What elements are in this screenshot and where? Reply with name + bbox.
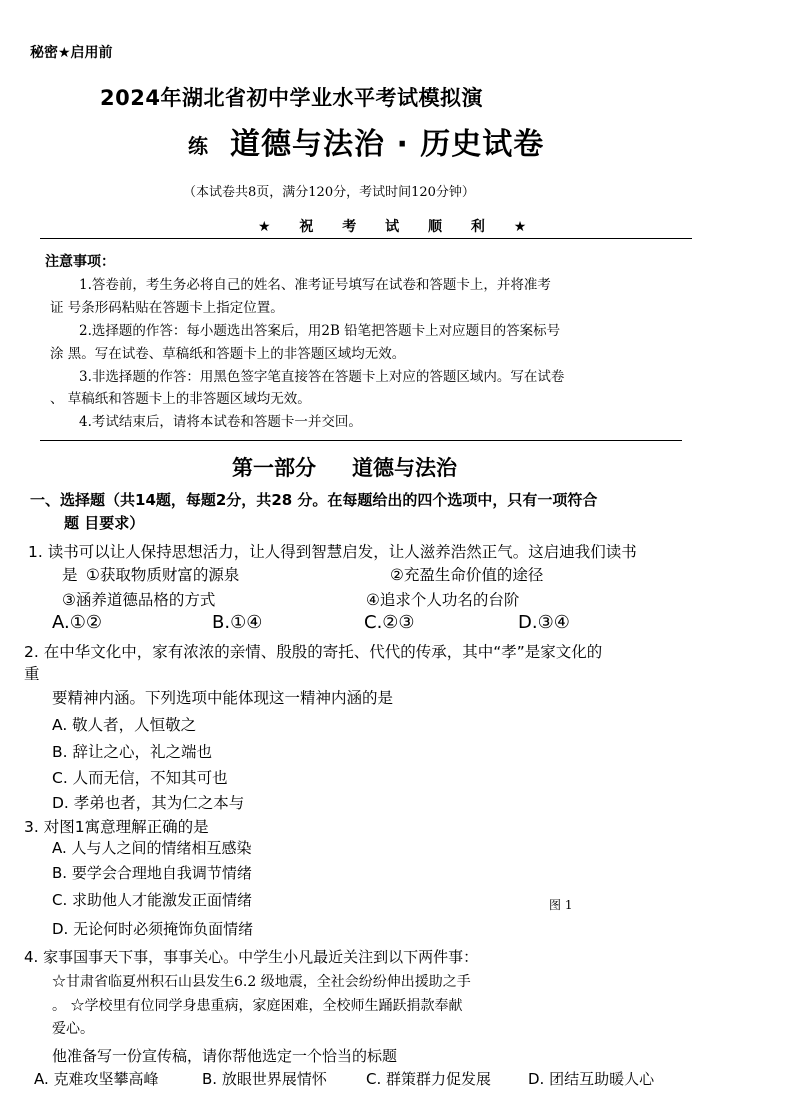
section-heading-cont: 题 目要求） (64, 514, 145, 532)
question-1-stem-cont: 是 (62, 566, 78, 584)
notice-divider (40, 440, 682, 441)
notice-line: 1.答卷前，考生务必将自己的姓名、准考证号填写在试卷和答题卡上，并将准考 (79, 277, 551, 293)
question-3-option-c[interactable]: C. 求助他人才能激发正面情绪 (52, 891, 253, 909)
question-4-event-cont: 爱心。 (52, 1021, 94, 1037)
confidential-mark: 秘密★启用前 (30, 45, 113, 61)
question-1-item: ③涵养道德品格的方式 (62, 591, 216, 609)
notice-line: 4.考试结束后，请将本试卷和答题卡一并交回。 (79, 414, 362, 430)
part-title (232, 452, 457, 482)
question-1-option-b[interactable]: B.①④ (212, 612, 263, 633)
question-1-option-c[interactable]: C.②③ (364, 612, 415, 633)
exam-title-line1: 2024年湖北省初中学业水平考试模拟演 (100, 86, 483, 110)
exam-info: （本试卷共8页，满分120分，考试时间120分钟） (183, 185, 475, 200)
part-number: 第一部分 (232, 456, 316, 480)
question-1-stem: 1. 读书可以让人保持思想活力，让人得到智慧启发，让人滋养浩然正气。这启迪我们读书 (28, 543, 637, 561)
question-4-option-a[interactable]: A. 克难攻坚攀高峰 (34, 1070, 159, 1088)
question-1-item: ①获取物质财富的源泉 (86, 566, 240, 584)
question-3-stem: 3. 对图1寓意理解正确的是 (24, 818, 209, 836)
question-3-option-a[interactable]: A. 人与人之间的情绪相互感染 (52, 839, 252, 857)
section-heading: 一、选择题（共14题，每题2分，共28 分。在每题给出的四个选项中，只有一项符合 (30, 491, 598, 509)
question-2-option-c[interactable]: C. 人而无信，不知其可也 (52, 769, 228, 787)
question-2-option-d[interactable]: D. 孝弟也者，其为仁之本与 (52, 794, 245, 812)
question-2-option-b[interactable]: B. 辞让之心，礼之端也 (52, 743, 212, 761)
header-divider (40, 238, 692, 239)
question-1-item: ②充盈生命价值的途径 (390, 566, 544, 584)
question-2-stem-cont: 要精神内涵。下列选项中能体现这一精神内涵的是 (52, 689, 394, 707)
exam-title-line2-main: 道德与法治 · 历史试卷 (230, 127, 545, 162)
question-3-option-d[interactable]: D. 无论何时必须掩饰负面情绪 (52, 920, 254, 938)
question-4-event: 。 ☆学校里有位同学身患重病，家庭困难，全校师生踊跃捐款奉献 (52, 998, 463, 1014)
question-4-event: ☆甘肃省临夏州积石山县发生6.2 级地震，全社会纷纷伸出援助之手 (52, 974, 471, 990)
question-2-option-a[interactable]: A. 敬人者，人恒敬之 (52, 716, 197, 734)
question-4-option-d[interactable]: D. 团结互助暖人心 (528, 1070, 655, 1088)
good-luck-banner: ★ 祝 考 试 顺 利 ★ (258, 219, 539, 235)
question-3-option-b[interactable]: B. 要学会合理地自我调节情绪 (52, 864, 252, 882)
question-1-option-d[interactable]: D.③④ (518, 612, 570, 633)
question-2-stem: 2. 在中华文化中，家有浓浓的亲情、殷殷的寄托、代代的传承，其中“孝”是家文化的 (24, 643, 603, 661)
question-4-option-b[interactable]: B. 放眼世界展情怀 (202, 1070, 327, 1088)
question-1-item: ④追求个人功名的台阶 (366, 591, 520, 609)
notice-line: 、 草稿纸和答题卡上的非答题区域均无效。 (50, 391, 311, 407)
question-2-stem-wrap: 重 (24, 665, 40, 683)
part-subject: 道德与法治 (352, 456, 457, 480)
exam-title-line2-prefix: 练 (188, 134, 208, 158)
question-1-option-a[interactable]: A.①② (52, 612, 102, 633)
notice-line: 涂 黑。写在试卷、草稿纸和答题卡上的非答题区域均无效。 (50, 346, 406, 362)
notice-line: 2.选择题的作答：每小题选出答案后，用2B 铅笔把答题卡上对应题目的答案标号 (79, 323, 561, 339)
notice-line: 证 号条形码粘贴在答题卡上指定位置。 (50, 300, 284, 316)
notice-line: 3.非选择题的作答：用黑色签字笔直接答在答题卡上对应的答题区域内。写在试卷 (79, 369, 565, 385)
question-4-stem: 4. 家事国事天下事，事事关心。中学生小凡最近关注到以下两件事： (24, 948, 479, 966)
figure-1-label: 图 1 (549, 898, 573, 912)
question-4-option-c[interactable]: C. 群策群力促发展 (366, 1070, 492, 1088)
notice-heading: 注意事项： (45, 254, 115, 270)
question-4-stem-cont: 他准备写一份宣传稿，请你帮他选定一个恰当的标题 (52, 1047, 398, 1065)
